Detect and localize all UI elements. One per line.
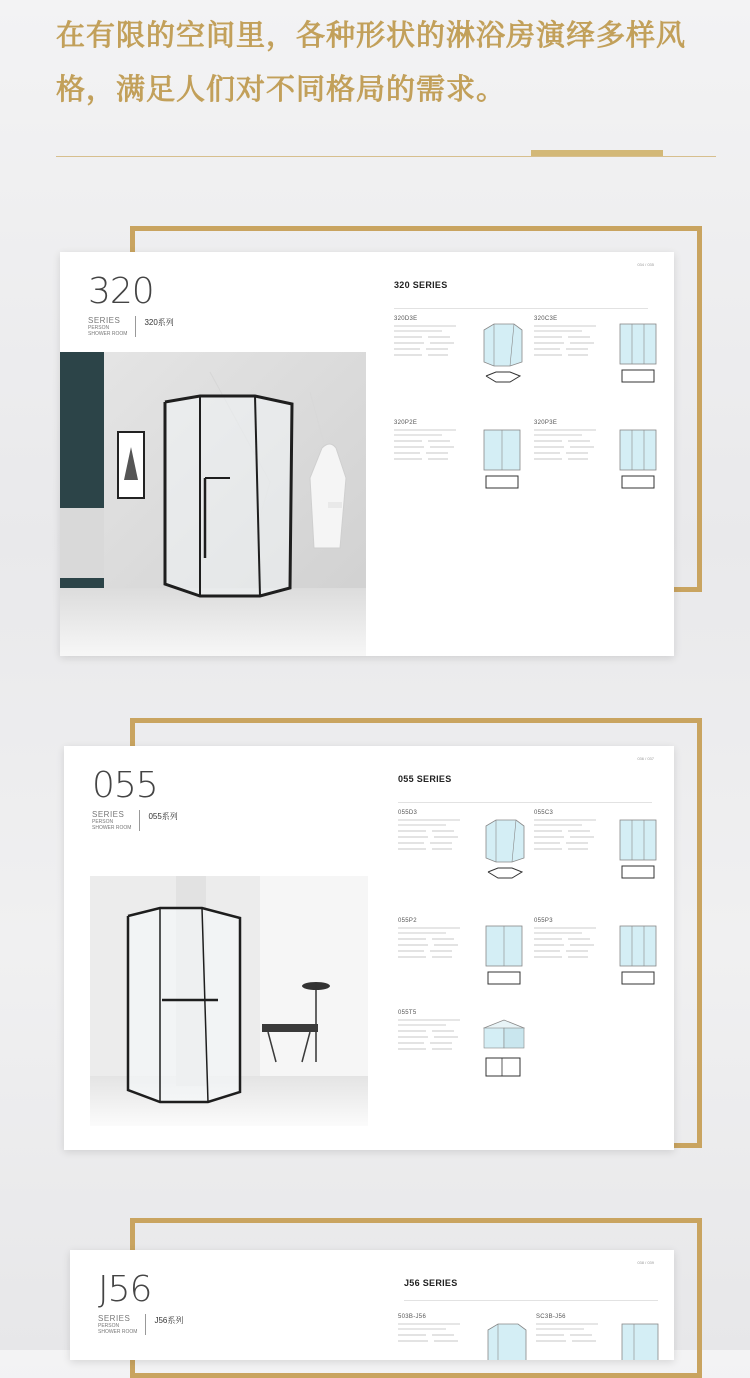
product-photo	[90, 876, 368, 1126]
model-code: 055C3	[534, 810, 554, 816]
inline-shower-icon	[616, 428, 660, 490]
rectangle-shower-icon	[616, 322, 660, 384]
model-code: 320C3E	[534, 316, 558, 322]
model-code: 055D3	[398, 810, 418, 816]
inline-shower-icon	[482, 924, 526, 986]
divider-accent	[531, 150, 663, 156]
model-code: 503B-J56	[398, 1314, 427, 1320]
page-numbers: 038 / 039	[637, 1260, 654, 1265]
title-rule	[404, 1300, 658, 1301]
model-code: SC3B-J56	[536, 1314, 566, 1320]
series-tiny-2: SHOWER ROOM	[98, 1329, 138, 1335]
series-word: SERIES	[88, 316, 121, 325]
title-rule	[398, 802, 652, 803]
model-code: 055P2	[398, 918, 417, 924]
model-code: 055T5	[398, 1010, 417, 1016]
series-title: 055 SERIES	[398, 774, 452, 784]
catalog-page-j56	[70, 1250, 674, 1360]
series-tiny-1: PERSON	[98, 1323, 120, 1329]
rectangle-shower-icon	[616, 818, 660, 880]
series-header	[92, 766, 178, 831]
diamond-shower-icon	[484, 1322, 528, 1360]
headline: 在有限的空间里，各种形状的淋浴房演绎多样风格，满足人们对不同格局的需求。	[56, 18, 687, 106]
series-number: 320	[88, 271, 154, 312]
series-tiny-2: SHOWER ROOM	[88, 331, 128, 337]
series-number: 055	[92, 765, 158, 806]
series-header	[88, 272, 174, 337]
page-numbers: 036 / 037	[637, 756, 654, 761]
page-numbers: 034 / 035	[637, 262, 654, 267]
series-cn: 055系列	[148, 812, 178, 821]
divider-rule	[56, 156, 716, 157]
catalog-page-055	[64, 746, 674, 1150]
product-photo	[60, 352, 366, 656]
model-code: 320D3E	[394, 316, 418, 322]
t-shower-icon	[480, 1018, 528, 1080]
series-title: J56 SERIES	[404, 1278, 458, 1288]
series-tiny-1: PERSON	[88, 325, 110, 331]
title-rule	[394, 308, 648, 309]
inline-shower-icon	[616, 924, 660, 986]
diamond-shower-icon	[480, 322, 524, 384]
model-code: 320P3E	[534, 420, 558, 426]
series-cn: 320系列	[144, 318, 174, 327]
model-code: 055P3	[534, 918, 553, 924]
series-word: SERIES	[92, 810, 125, 819]
series-tiny-1: PERSON	[92, 819, 114, 825]
series-tiny-2: SHOWER ROOM	[92, 825, 132, 831]
series-cn: J56系列	[154, 1316, 184, 1325]
catalog-page-320	[60, 252, 674, 656]
rectangle-shower-icon	[618, 1322, 662, 1360]
series-number: J56	[98, 1269, 152, 1310]
diamond-shower-icon	[482, 818, 526, 880]
series-word: SERIES	[98, 1314, 131, 1323]
series-title: 320 SERIES	[394, 280, 448, 290]
model-code: 320P2E	[394, 420, 418, 426]
series-header	[98, 1270, 183, 1335]
inline-shower-icon	[480, 428, 524, 490]
